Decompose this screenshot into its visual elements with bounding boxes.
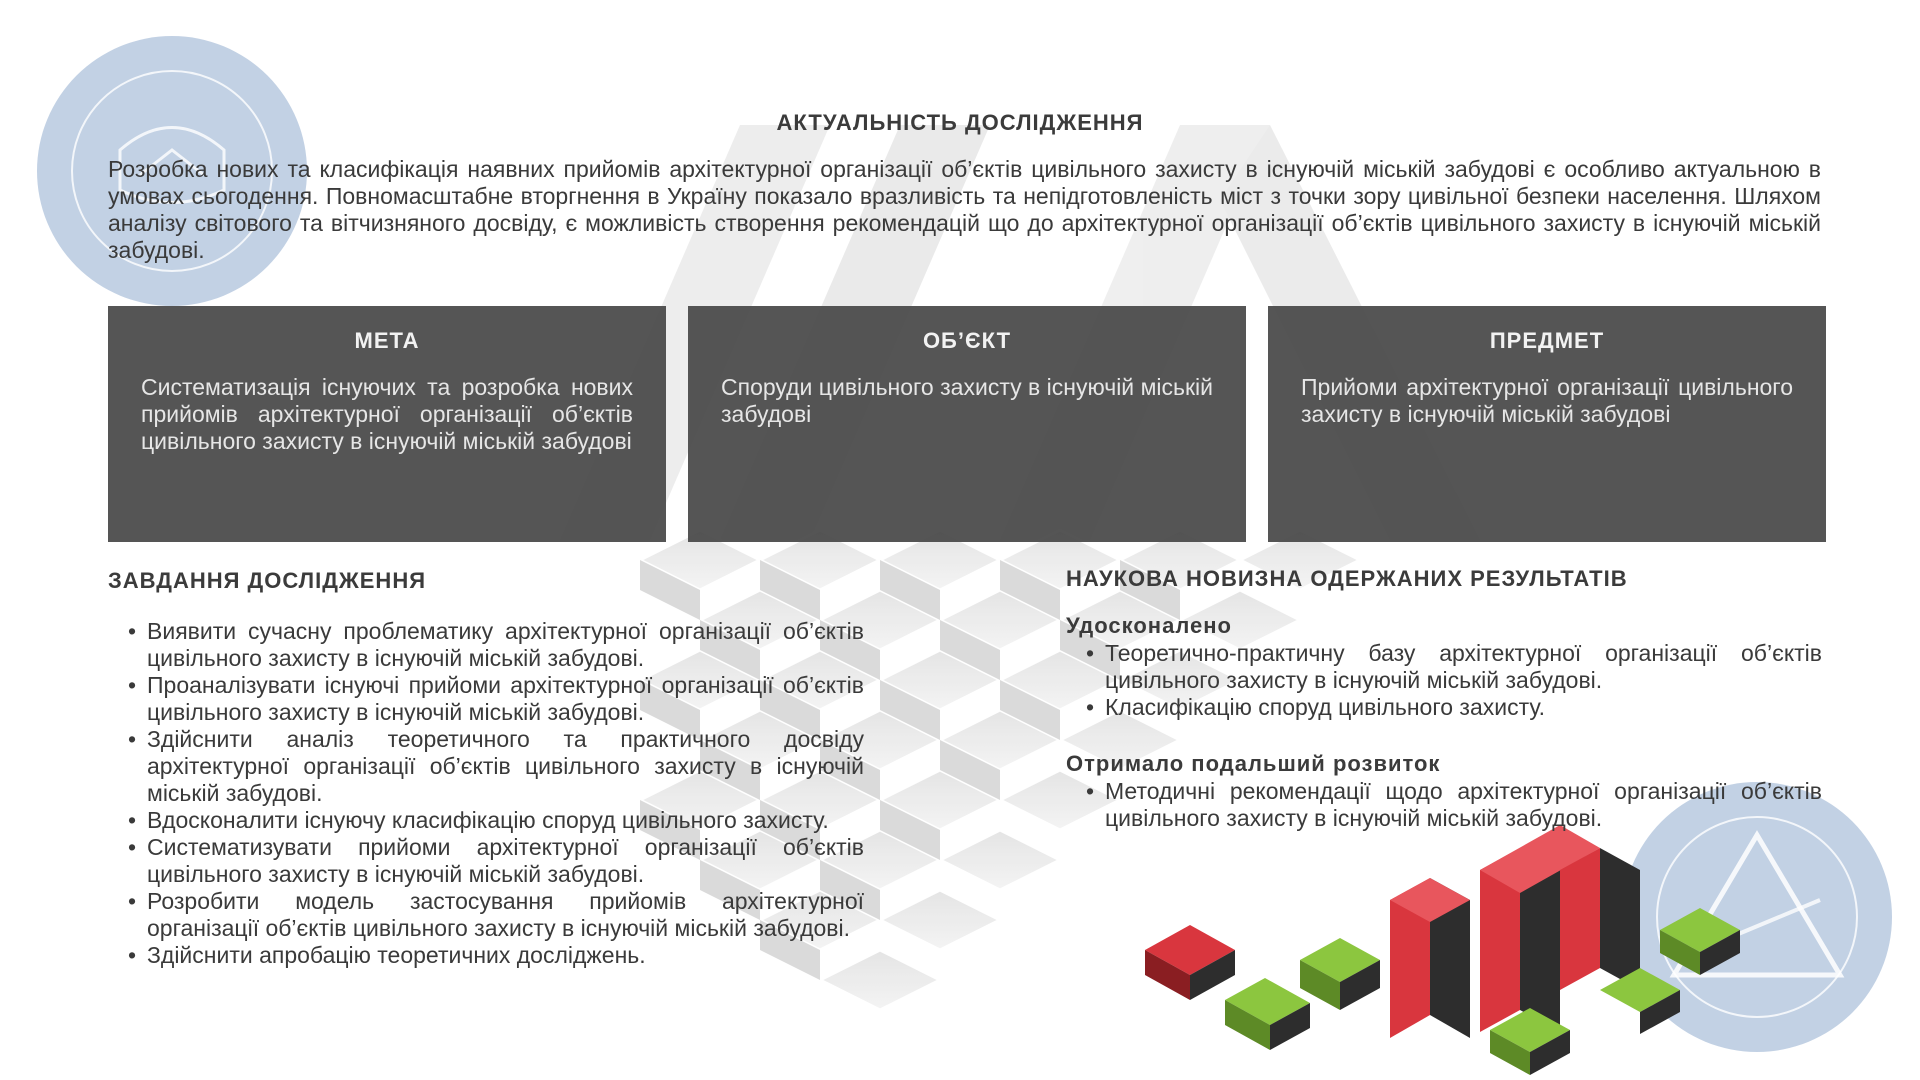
subject-panel xyxy=(1268,306,1826,542)
goal-text: Систематизація існуючих та розробка нових прийомів архітектурної організації об’єктів цивільного захисту в існуючій міській забудові xyxy=(141,374,633,454)
developed-list xyxy=(1066,778,1822,832)
list-item: • Методичні рекомендації щодо архітектурної організації об’єктів цивільного захисту в існуючій міській забудові. xyxy=(1066,778,1822,832)
list-item: • Вдосконалити існуючу класифікацію споруд цивільного захисту. xyxy=(108,807,864,834)
object-text: Споруди цивільного захисту в існуючій міській забудові xyxy=(721,374,1213,427)
improved-list xyxy=(1066,640,1822,721)
list-item: • Розробити модель застосування прийомів архітектурної організації об’єктів цивільного захисту в існуючій міській забудові. xyxy=(108,888,864,942)
section-title-relevance: АКТУАЛЬНІСТЬ ДОСЛІДЖЕННЯ xyxy=(776,110,1144,135)
novelty-heading: НАУКОВА НОВИЗНА ОДЕРЖАНИХ РЕЗУЛЬТАТІВ xyxy=(1066,566,1628,591)
tasks-list xyxy=(108,618,864,969)
intro-paragraph: Розробка нових та класифікація наявних прийомів архітектурної організації об’єктів цивільного захисту в існуючій міській забудові є особливо актуальною в умовах сьогодення. Повномасштабне вторгнення в Україну показало вразливість та непідготовленість міст з точки зору цивільної безпеки населення. Шляхом аналізу світового та вітчизняного досвіду, є можливість створення рекомендацій що до архітектурної організації об’єктів цивільного захисту в існуючій міській забудові. xyxy=(108,156,1821,263)
list-item: • Класифікацію споруд цивільного захисту. xyxy=(1066,694,1822,721)
list-item: • Проаналізувати існуючі прийоми архітектурної організації об’єктів цивільного захисту в існуючій міській забудові. xyxy=(108,672,864,726)
goal-title: МЕТА xyxy=(354,328,420,353)
list-item: • Систематизувати прийоми архітектурної організації об’єктів цивільного захисту в існуючій міській забудові. xyxy=(108,834,864,888)
improved-heading: Удосконалено xyxy=(1066,613,1232,638)
tasks-heading: ЗАВДАННЯ ДОСЛІДЖЕННЯ xyxy=(108,568,427,593)
object-panel xyxy=(688,306,1246,542)
list-item: • Здійснити аналіз теоретичного та практичного досвіду архітектурної організації об’єктів цивільного захисту в існуючій міській забудові. xyxy=(108,726,864,807)
subject-text: Прийоми архітектурної організації цивільного захисту в існуючій міській забудові xyxy=(1301,374,1793,427)
developed-heading: Отримало подальший розвиток xyxy=(1066,751,1441,776)
list-item: • Теоретично-практичну базу архітектурної організації об’єктів цивільного захисту в існуючій міській забудові. xyxy=(1066,640,1822,694)
goal-panel xyxy=(108,306,666,542)
list-item: • Здійснити апробацію теоретичних досліджень. xyxy=(108,942,864,969)
object-title: ОБ’ЄКТ xyxy=(922,328,1012,353)
list-item: • Виявити сучасну проблематику архітектурної організації об’єктів цивільного захисту в існуючій міській забудові. xyxy=(108,618,864,672)
subject-title: ПРЕДМЕТ xyxy=(1489,328,1605,353)
